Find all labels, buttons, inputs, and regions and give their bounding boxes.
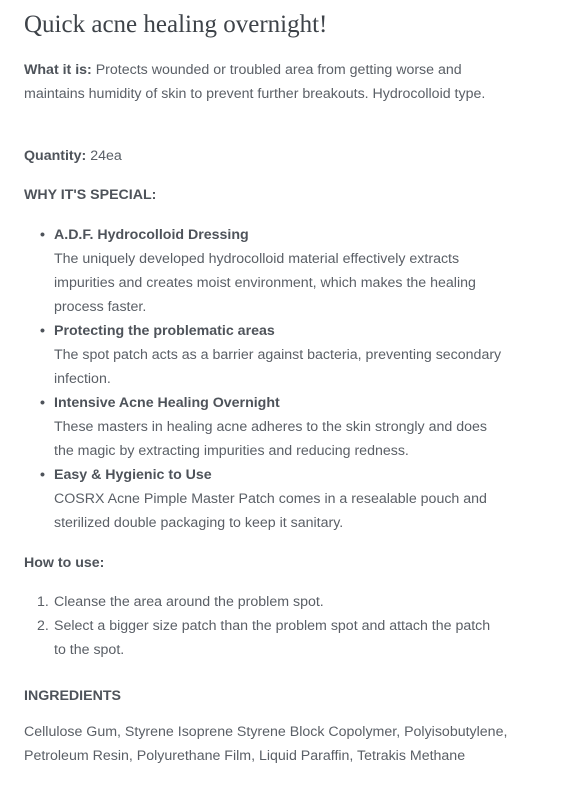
step-text: Cleanse the area around the problem spot. — [54, 594, 324, 610]
step-number: 1. — [37, 594, 49, 610]
feature-description: The uniquely developed hydrocolloid material effectively extracts impurities and creates moist environment, which makes the healing process faster. — [54, 251, 476, 315]
list-item — [24, 614, 504, 662]
bullet-icon: • — [40, 323, 45, 339]
list-item — [24, 590, 504, 614]
quantity-value: 24ea — [86, 148, 122, 164]
what-it-is-label: What it is: — [24, 62, 92, 78]
feature-description: COSRX Acne Pimple Master Patch comes in a resealable pouch and sterilized double packaging to keep it sanitary. — [54, 491, 487, 531]
feature-description: The spot patch acts as a barrier against bacteria, preventing secondary infection. — [54, 347, 502, 387]
feature-title: Easy & Hygienic to Use — [54, 467, 212, 483]
list-item — [24, 319, 504, 391]
page-title: Quick acne healing overnight! — [24, 11, 328, 38]
why-special-heading: WHY IT'S SPECIAL: — [24, 187, 157, 203]
quantity-label: Quantity: — [24, 148, 87, 164]
how-to-use-steps — [24, 590, 504, 662]
list-item — [24, 463, 504, 535]
step-number: 2. — [37, 618, 49, 634]
special-features-list — [24, 223, 504, 535]
list-item — [24, 391, 504, 463]
bullet-icon: • — [40, 467, 45, 483]
bullet-icon: • — [40, 395, 45, 411]
feature-title: Intensive Acne Healing Overnight — [54, 395, 280, 411]
ingredients-text: Cellulose Gum, Styrene Isoprene Styrene Block Copolymer, Polyisobutylene, Petroleum Resin, Polyurethane Film, Liquid Paraffin, Tetrakis Methane — [24, 724, 508, 764]
feature-description: These masters in healing acne adheres to the skin strongly and does the magic by extracting impurities and reducing redness. — [54, 419, 487, 459]
step-text: Select a bigger size patch than the problem spot and attach the patch to the spot. — [54, 618, 491, 658]
feature-title: A.D.F. Hydrocolloid Dressing — [54, 227, 249, 243]
what-it-is-text: Protects wounded or troubled area from getting worse and maintains humidity of skin to prevent further breakouts. Hydrocolloid type. — [24, 62, 486, 102]
feature-title: Protecting the problematic areas — [54, 323, 275, 339]
list-item — [24, 223, 504, 319]
how-to-use-heading: How to use: — [24, 555, 105, 571]
bullet-icon: • — [40, 227, 45, 243]
what-it-is-paragraph — [24, 58, 524, 106]
quantity-paragraph — [24, 144, 524, 168]
ingredients-heading: INGREDIENTS — [24, 688, 121, 704]
